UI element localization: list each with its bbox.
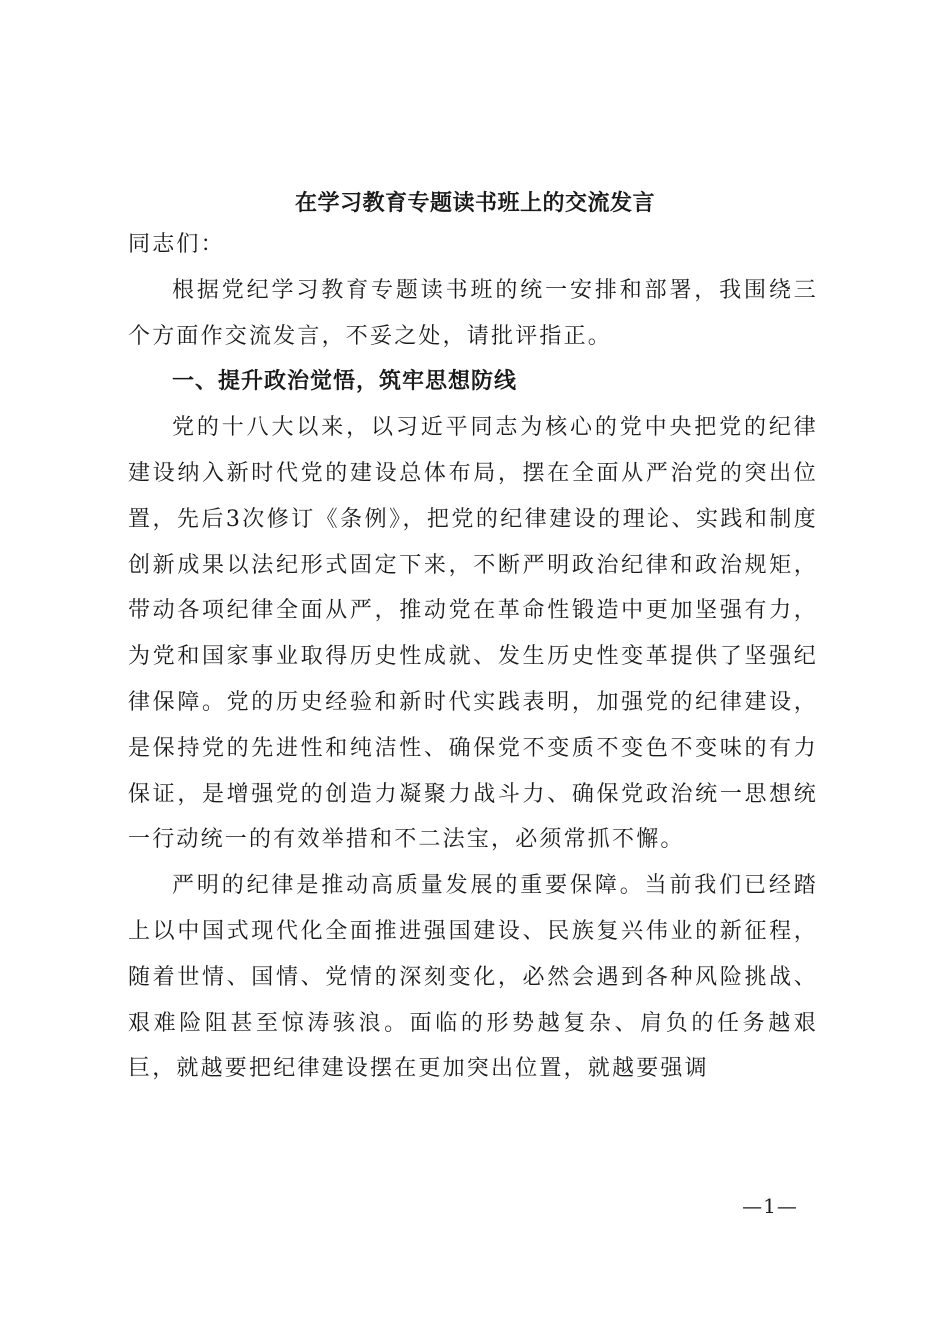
salutation: 同志们： — [128, 232, 225, 257]
document-title: 在学习教育专题读书班上的交流发言 — [294, 190, 655, 216]
section-heading-1: 一、提升政治觉悟，筑牢思想防线 — [172, 369, 518, 395]
page-number: —1— — [742, 1194, 798, 1218]
document-body — [128, 222, 818, 1092]
intro-paragraph: 根据党纪学习教育专题读书班的统一安排和部署，我围绕三个方面作交流发言，不妥之处，请批评指正。 — [128, 277, 818, 349]
body-paragraph-1: 党的十八大以来，以习近平同志为核心的党中央把党的纪律建设纳入新时代党的建设总体布局，摆在全面从严治党的突出位置，先后3次修订《条例》，把党的纪律建设的理论、实践和制度创新成果以法纪形式固定下来，不断严明政治纪律和政治规矩，带动各项纪律全面从严，推动党在革命性锻造中更加坚强有力，为党和国家事业取得历史性成就、发生历史性变革提供了坚强纪律保障。党的历史经验和新时代实践表明，加强党的纪律建设，是保持党的先进性和纯洁性、确保党不变质不变色不变味的有力保证，是增强党的创造力凝聚力战斗力、确保党政治统一思想统一行动统一的有效举措和不二法宝，必须常抓不懈。 — [128, 415, 818, 853]
body-paragraph-2: 严明的纪律是推动高质量发展的重要保障。当前我们已经踏上以中国式现代化全面推进强国建设、民族复兴伟业的新征程，随着世情、国情、党情的深刻变化，必然会遇到各种风险挑战、艰难险阻甚至惊涛骇浪。面临的形势越复杂、肩负的任务越艰巨，就越要把纪律建设摆在更加突出位置，就越要强调 — [128, 873, 818, 1082]
